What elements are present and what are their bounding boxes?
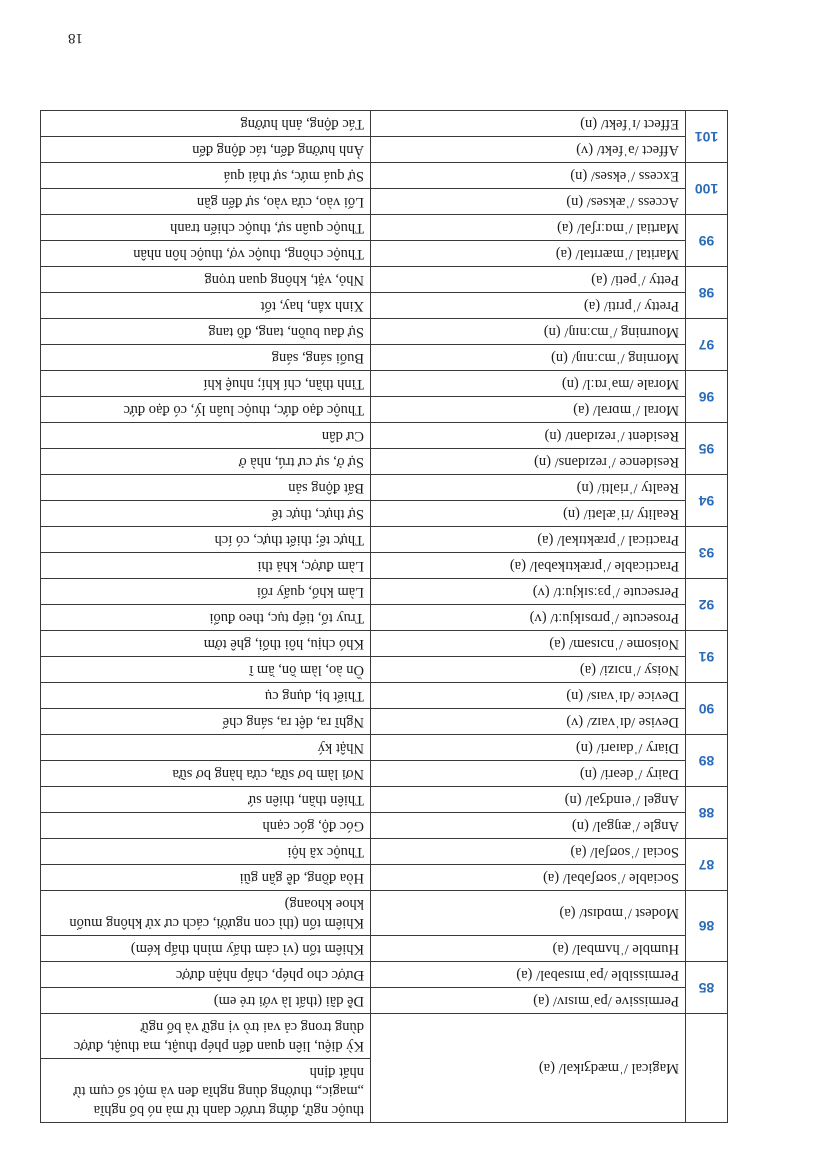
vocabulary-table-body — [41, 111, 728, 1123]
table-row — [41, 267, 728, 293]
meaning-cell: Thiết bị, dụng cụ — [41, 683, 371, 709]
word-cell: Moral /ˈmɒrəl/ (a) — [371, 397, 686, 423]
table-row — [41, 215, 728, 241]
entry-number: 100 — [686, 163, 728, 215]
entry-number: 89 — [686, 735, 728, 787]
entry-number: 95 — [686, 423, 728, 475]
meaning-cell: Tinh thần, chí khí; nhuệ khí — [41, 371, 371, 397]
meaning-cell: thuộc ngữ, đứng trước danh từ mà nó bổ nghĩa „magic„ thường dùng nghĩa đen và một số cụm từ nhất định — [41, 1059, 371, 1123]
word-cell: Mourning /ˈmɔːnɪŋ/ (n) — [371, 319, 686, 345]
entry-number: 91 — [686, 631, 728, 683]
entry-number: 92 — [686, 579, 728, 631]
word-cell: Morale /məˈrɑːl/ (n) — [371, 371, 686, 397]
word-cell: Humble /ˈhʌmbəl/ (a) — [371, 936, 686, 962]
meaning-cell: Ồn ào, làm ồn, ầm ĩ — [41, 657, 371, 683]
word-cell: Reality /riˈæləti/ (n) — [371, 501, 686, 527]
meaning-cell: Nghĩ ra, dệt ra, sáng chế — [41, 709, 371, 735]
meaning-cell: Thuộc xã hội — [41, 839, 371, 865]
table-row — [41, 988, 728, 1014]
word-cell: Noisy /ˈnɔɪzi/ (a) — [371, 657, 686, 683]
word-cell: Permissible /pəˈmɪsəbəl/ (a) — [371, 962, 686, 988]
meaning-cell: Được cho phép, chấp nhận được — [41, 962, 371, 988]
word-cell: Dairy /ˈdeəri/ (n) — [371, 761, 686, 787]
word-cell: Persecute /ˈpɜːsɪkjuːt/ (v) — [371, 579, 686, 605]
table-row — [41, 683, 728, 709]
table-row — [41, 631, 728, 657]
meaning-cell: Sự đau buồn, tang, đồ tang — [41, 319, 371, 345]
meaning-cell: Sự quá mức, sự thái quá — [41, 163, 371, 189]
meaning-cell: Tác động, ảnh hưởng — [41, 111, 371, 137]
meaning-cell: Cư dân — [41, 423, 371, 449]
word-cell: Prosecute /ˈprɒsɪkjuːt/ (v) — [371, 605, 686, 631]
word-cell: Magical /ˈmædʒɪkəl/ (a) — [371, 1014, 686, 1123]
word-cell: Pretty /ˈprɪti/ (a) — [371, 293, 686, 319]
word-cell: Angle /ˈæŋgəl/ (n) — [371, 813, 686, 839]
table-row — [41, 397, 728, 423]
word-cell: Residence /ˈrezɪdəns/ (n) — [371, 449, 686, 475]
word-cell: Modest /ˈmɒdɪst/ (a) — [371, 891, 686, 936]
table-row — [41, 111, 728, 137]
table-row — [41, 163, 728, 189]
meaning-cell: Thiên thần, thiên sứ — [41, 787, 371, 813]
table-row — [41, 891, 728, 936]
table-row — [41, 449, 728, 475]
meaning-cell: Buổi sáng, sáng — [41, 345, 371, 371]
table-row — [41, 137, 728, 163]
word-cell: Affect /əˈfekt/ (v) — [371, 137, 686, 163]
table-row — [41, 241, 728, 267]
table-row — [41, 371, 728, 397]
entry-number: 85 — [686, 962, 728, 1014]
word-cell: Social /ˈsoʊʃəl/ (a) — [371, 839, 686, 865]
meaning-cell: Làm được, khả thi — [41, 553, 371, 579]
meaning-cell: Ảnh hưởng đến, tác động đến — [41, 137, 371, 163]
word-cell: Device /dɪˈvaɪs/ (n) — [371, 683, 686, 709]
table-row — [41, 189, 728, 215]
word-cell: Martial /ˈmɑːrʃəl/ (a) — [371, 215, 686, 241]
word-cell: Permissive /pəˈmɪsɪv/ (a) — [371, 988, 686, 1014]
word-cell: Morning /ˈmɔːnɪŋ/ (n) — [371, 345, 686, 371]
table-row — [41, 501, 728, 527]
table-row — [41, 709, 728, 735]
entry-number: 98 — [686, 267, 728, 319]
table-row — [41, 813, 728, 839]
meaning-cell: Truy tố, tiếp tục, theo đuổi — [41, 605, 371, 631]
meaning-cell: Khó chịu, hôi thối, ghê tởm — [41, 631, 371, 657]
table-row — [41, 839, 728, 865]
word-cell: Excess /ˈekses/ (n) — [371, 163, 686, 189]
word-cell: Effect /ɪˈfekt/ (n) — [371, 111, 686, 137]
entry-number: 97 — [686, 319, 728, 371]
meaning-cell: Lối vào, cửa vào, sự đến gần — [41, 189, 371, 215]
entry-number: 99 — [686, 215, 728, 267]
entry-number: 88 — [686, 787, 728, 839]
word-cell: Realty /ˈriəlti/ (n) — [371, 475, 686, 501]
meaning-cell: Làm khổ, quấy rối — [41, 579, 371, 605]
meaning-cell: Sự ở, sự cư trú, nhà ở — [41, 449, 371, 475]
table-row — [41, 657, 728, 683]
word-cell: Access /ˈækses/ (n) — [371, 189, 686, 215]
meaning-cell: Nhật ký — [41, 735, 371, 761]
meaning-cell: Xinh xắn, hay, tốt — [41, 293, 371, 319]
meaning-cell: Thuộc đạo đức, thuộc luân lý, có đạo đức — [41, 397, 371, 423]
entry-number: 94 — [686, 475, 728, 527]
table-row — [41, 1059, 728, 1123]
meaning-cell: Bất động sản — [41, 475, 371, 501]
table-row — [41, 605, 728, 631]
page-number: 18 — [68, 30, 83, 46]
word-cell: Marital /ˈmærɪtəl/ (a) — [371, 241, 686, 267]
meaning-cell: Kỳ diệu, liên quan đến phép thuật, ma thuật, được dùng trong cả vai trò vị ngữ và bổ ngữ — [41, 1014, 371, 1059]
meaning-cell: Hòa đồng, dễ gần gũi — [41, 865, 371, 891]
meaning-cell: Thực tế; thiết thực, có ích — [41, 527, 371, 553]
table-row — [41, 423, 728, 449]
entry-number: 96 — [686, 371, 728, 423]
table-row — [41, 475, 728, 501]
table-row — [41, 527, 728, 553]
meaning-cell: Thuộc chồng, thuộc vợ, thuộc hôn nhân — [41, 241, 371, 267]
entry-number: 101 — [686, 111, 728, 163]
meaning-cell: Khiêm tốn (thì con người, cách cư xử không muốn khoe khoang) — [41, 891, 371, 936]
meaning-cell: Dễ dãi (thất là với trẻ em) — [41, 988, 371, 1014]
entry-number — [686, 1014, 728, 1123]
table-row — [41, 345, 728, 371]
table-row — [41, 787, 728, 813]
entry-number: 90 — [686, 683, 728, 735]
meaning-cell: Nhỏ, vặt, không quan trọng — [41, 267, 371, 293]
meaning-cell: Thuộc quân sự, thuộc chiến tranh — [41, 215, 371, 241]
word-cell: Practical /ˈpræktɪkəl/ (a) — [371, 527, 686, 553]
word-cell: Practicable /ˈpræktɪkəbəl/ (a) — [371, 553, 686, 579]
word-cell: Resident /ˈrezɪdənt/ (n) — [371, 423, 686, 449]
table-row — [41, 319, 728, 345]
word-cell: Noisome /ˈnɔɪsəm/ (a) — [371, 631, 686, 657]
entry-number: 86 — [686, 891, 728, 962]
entry-number: 87 — [686, 839, 728, 891]
table-row — [41, 293, 728, 319]
table-row — [41, 579, 728, 605]
meaning-cell: Nơi làm bơ sữa, cửa hàng bơ sữa — [41, 761, 371, 787]
table-row — [41, 936, 728, 962]
table-row — [41, 735, 728, 761]
table-row — [41, 761, 728, 787]
vocabulary-table — [40, 110, 728, 1123]
word-cell: Angel /ˈeɪndʒəl/ (n) — [371, 787, 686, 813]
word-cell: Petty /ˈpeti/ (a) — [371, 267, 686, 293]
entry-number: 93 — [686, 527, 728, 579]
word-cell: Sociable /ˈsoʊʃəbəl/ (a) — [371, 865, 686, 891]
meaning-cell: Góc độ, góc cạnh — [41, 813, 371, 839]
word-cell: Diary /ˈdaɪəri/ (n) — [371, 735, 686, 761]
word-cell: Devise /dɪˈvaɪz/ (v) — [371, 709, 686, 735]
meaning-cell: Khiêm tốn (vì cảm thấy mình thấp kém) — [41, 936, 371, 962]
table-row — [41, 865, 728, 891]
table-row — [41, 962, 728, 988]
meaning-cell: Sự thực, thực tế — [41, 501, 371, 527]
table-row — [41, 553, 728, 579]
